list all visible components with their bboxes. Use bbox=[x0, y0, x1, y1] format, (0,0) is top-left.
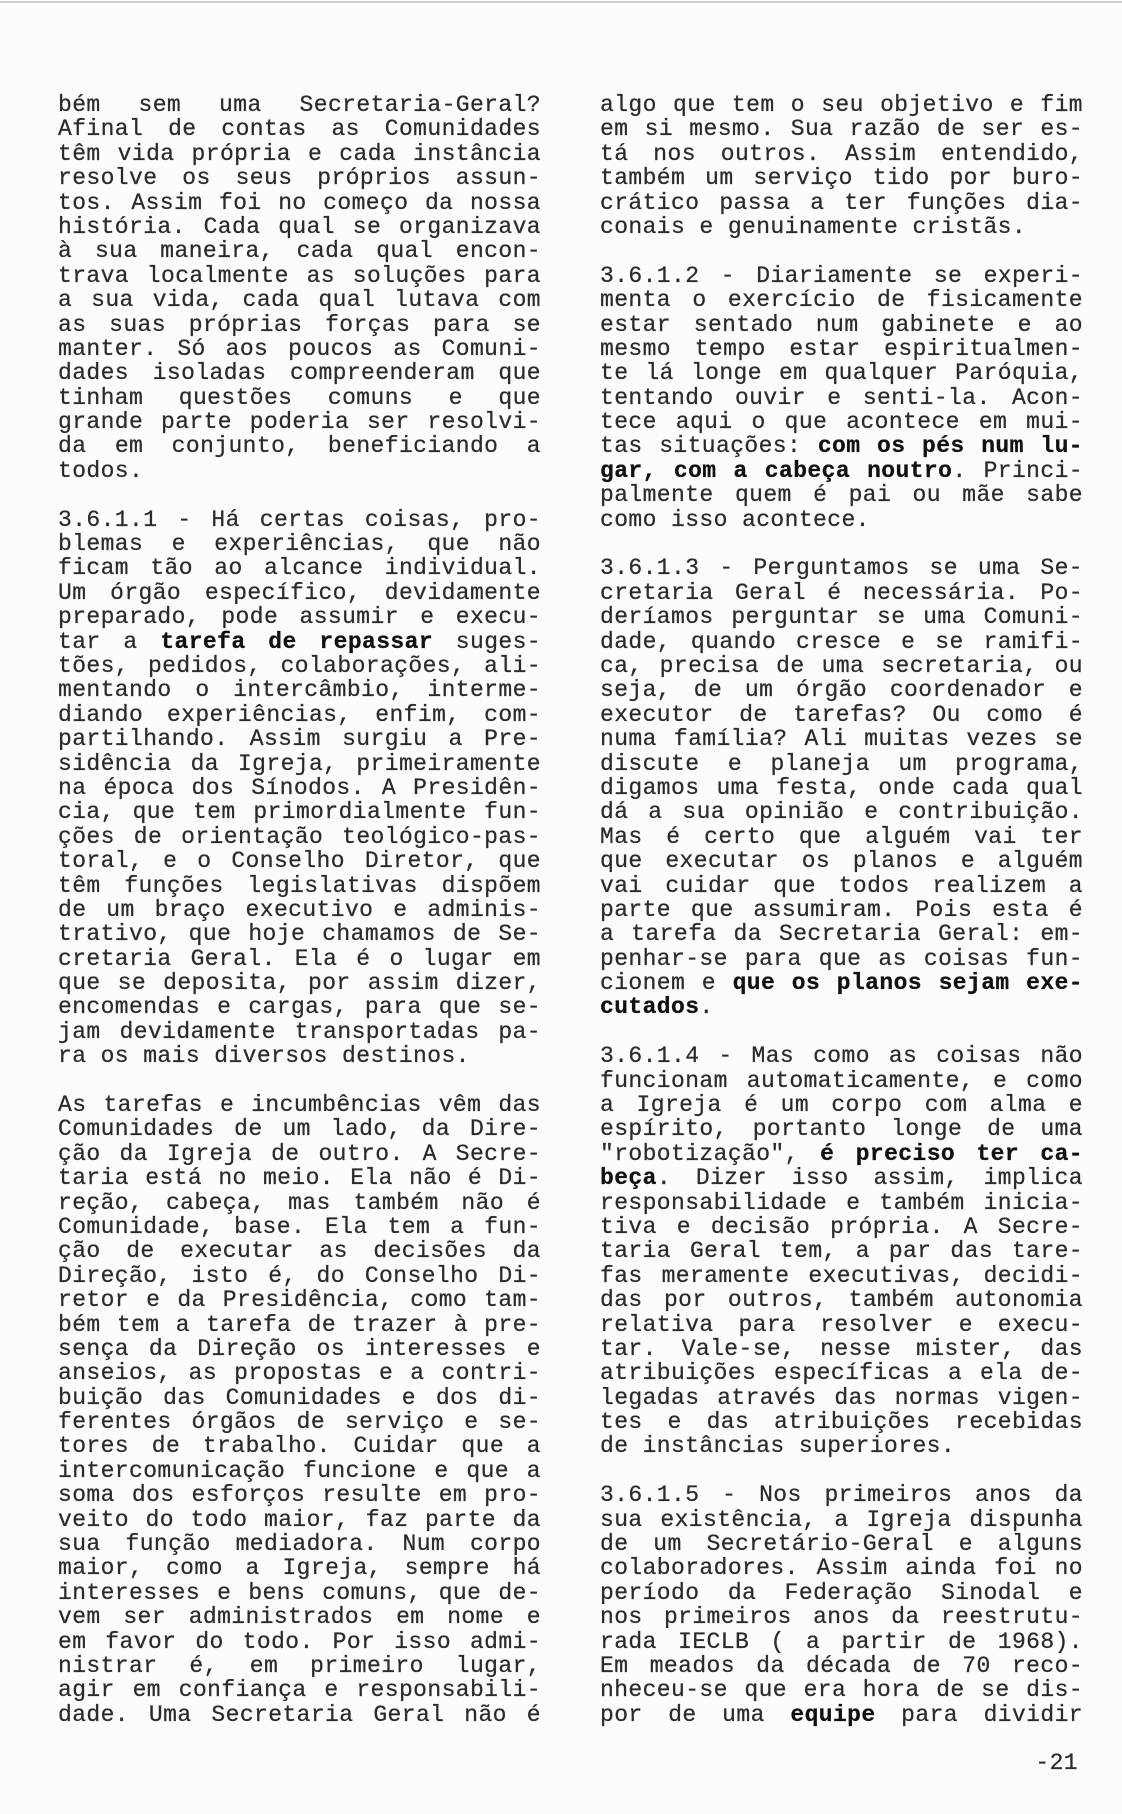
text-line: taria está no meio. Ela não é Di- bbox=[58, 1166, 541, 1191]
text-line bbox=[600, 434, 1083, 458]
text-line: te lá longe em qualquer Paróquia, bbox=[600, 361, 1083, 386]
text-line: rada IECLB ( a partir de 1968). bbox=[600, 1629, 1083, 1654]
text-line bbox=[600, 1142, 1083, 1166]
text-line: agir em confiança e responsabili- bbox=[58, 1678, 541, 1703]
text-line: discute e planeja um programa, bbox=[600, 751, 1083, 776]
text-line: blemas e experiências, que não bbox=[58, 532, 541, 557]
paragraph bbox=[58, 1093, 541, 1727]
paragraph bbox=[600, 93, 1083, 239]
text-line: Afinal de contas as Comunidades bbox=[58, 117, 541, 142]
text-line: legadas através das normas vigen- bbox=[600, 1385, 1083, 1411]
text-line: palmente quem é pai ou mãe sabe bbox=[600, 483, 1083, 508]
text-line: em favor do todo. Por isso admi- bbox=[58, 1629, 541, 1654]
text-line: cretaria Geral é necessária. Po- bbox=[600, 580, 1083, 606]
text-line: 3.6.1.3 - Perguntamos se uma Se- bbox=[600, 556, 1083, 581]
text-line: também um serviço tido por buro- bbox=[600, 166, 1083, 191]
text-line: vai cuidar que todos realizem a bbox=[600, 873, 1083, 898]
text-line: interesses e bens comuns, que de- bbox=[58, 1580, 541, 1606]
text-line: dades isoladas compreenderam que bbox=[58, 361, 541, 386]
paragraph bbox=[600, 556, 1083, 1019]
right-column bbox=[600, 93, 1083, 1752]
text-line: dade, quando cresce e se ramifi- bbox=[600, 629, 1083, 654]
text-line: trava localmente as soluções para bbox=[58, 263, 541, 289]
text-line: encomendas e cargas, para que se- bbox=[58, 995, 541, 1020]
text-line: digamos uma festa, onde cada qual bbox=[600, 775, 1083, 801]
text-line: que se deposita, por assim dizer, bbox=[58, 971, 541, 996]
left-column bbox=[58, 93, 541, 1752]
bold-text: com os pés num lu- bbox=[817, 434, 1083, 459]
text-line: todos. bbox=[58, 458, 144, 484]
bold-text: cutados bbox=[600, 995, 700, 1020]
page-number: -21 bbox=[1035, 1750, 1078, 1776]
paragraph bbox=[600, 1483, 1083, 1727]
text-segment: por de uma bbox=[600, 1702, 791, 1728]
text-line: 3.6.1.4 - Mas como as coisas não bbox=[600, 1044, 1083, 1069]
text-segment: "robotização", bbox=[600, 1141, 821, 1167]
text-line: sua função mediadora. Num corpo bbox=[58, 1532, 541, 1557]
text-line: trativo, que hoje chamamos de Se- bbox=[58, 922, 541, 947]
bold-text: beça bbox=[600, 1166, 657, 1191]
text-line: na época dos Sínodos. A Presidên- bbox=[58, 775, 541, 801]
text-line: tos. Assim foi no começo da nossa bbox=[58, 190, 541, 215]
text-line: como isso acontece. bbox=[600, 507, 870, 533]
text-line: da em conjunto, beneficiando a bbox=[58, 434, 541, 459]
text-line: dade. Uma Secretaria Geral não é bbox=[58, 1702, 541, 1728]
text-line: Comunidade, base. Ela tem a fun- bbox=[58, 1214, 541, 1240]
text-line: estar sentado num gabinete e ao bbox=[600, 312, 1083, 337]
text-line: as suas próprias forças para se bbox=[58, 312, 541, 337]
text-line: bém tem a tarefa de trazer à pre- bbox=[58, 1312, 541, 1337]
text-line: colaboradores. Assim ainda foi no bbox=[600, 1556, 1083, 1581]
text-line: Mas é certo que alguém vai ter bbox=[600, 824, 1083, 850]
text-line: sidência da Igreja, primeiramente bbox=[58, 751, 541, 776]
text-line: Um órgão específico, devidamente bbox=[58, 580, 541, 606]
bold-text: é preciso ter ca- bbox=[820, 1141, 1083, 1167]
text-line: parte que assumiram. Pois esta é bbox=[600, 897, 1083, 923]
text-line: atribuições específicas a ela de- bbox=[600, 1361, 1083, 1386]
text-line: As tarefas e incumbências vêm das bbox=[58, 1093, 541, 1118]
text-segment: para dividir bbox=[875, 1702, 1083, 1728]
text-line: de um Secretário-Geral e alguns bbox=[600, 1532, 1083, 1557]
text-line bbox=[600, 1166, 1083, 1190]
text-line: diando experiências, enfim, com- bbox=[58, 702, 541, 728]
text-line: 3.6.1.1 - Há certas coisas, pro- bbox=[58, 507, 541, 533]
text-line: das por outros, também autonomia bbox=[600, 1288, 1083, 1313]
text-line: algo que tem o seu objetivo e fim bbox=[600, 93, 1083, 118]
text-line bbox=[600, 971, 1083, 995]
text-line: vem ser administrados em nome e bbox=[58, 1605, 541, 1630]
text-line: nheceu-se que era hora de se dis- bbox=[600, 1678, 1083, 1703]
text-line: buição das Comunidades e dos di- bbox=[58, 1385, 541, 1411]
text-segment: tar a bbox=[58, 629, 161, 654]
text-line: que executar os planos e alguém bbox=[600, 849, 1083, 874]
text-line: mesmo tempo estar espiritualmen- bbox=[600, 336, 1083, 362]
paragraph bbox=[600, 264, 1083, 532]
text-line: tinham questões comuns e que bbox=[58, 385, 541, 411]
text-line: ções de orientação teológico-pas- bbox=[58, 824, 541, 850]
text-line: têm vida própria e cada instância bbox=[58, 141, 541, 167]
text-line: fas meramente executivas, decidi- bbox=[600, 1263, 1083, 1289]
text-line: maior, como a Igreja, sempre há bbox=[58, 1556, 541, 1581]
text-line: dá a sua opinião e contribuição. bbox=[600, 800, 1083, 825]
text-line: seja, de um órgão coordenador e bbox=[600, 678, 1083, 703]
text-line: nistrar é, em primeiro lugar, bbox=[58, 1654, 541, 1679]
text-line: ção da Igreja de outro. A Secre- bbox=[58, 1141, 541, 1167]
text-line: mentando o intercâmbio, interme- bbox=[58, 678, 541, 703]
text-line: a Igreja é um corpo com alma e bbox=[600, 1093, 1083, 1118]
text-line: funcionam automaticamente, e como bbox=[600, 1068, 1083, 1094]
text-line: nos primeiros anos da reestrutu- bbox=[600, 1605, 1083, 1630]
scan-top-edge bbox=[0, 1, 1122, 3]
text-line bbox=[58, 630, 541, 654]
text-line: cretaria Geral. Ela é o lugar em bbox=[58, 946, 541, 972]
text-line: partilhando. Assim surgiu a Pre- bbox=[58, 727, 541, 752]
text-line: bém sem uma Secretaria-Geral? bbox=[58, 93, 541, 118]
bold-text: equipe bbox=[790, 1702, 876, 1728]
text-line: resolve os seus próprios assun- bbox=[58, 166, 541, 191]
text-line: 3.6.1.5 - Nos primeiros anos da bbox=[600, 1483, 1083, 1508]
text-line: Direção, isto é, do Conselho Di- bbox=[58, 1263, 541, 1289]
text-line: tiva e decisão própria. A Secre- bbox=[600, 1214, 1083, 1240]
text-line: a tarefa da Secretaria Geral: em- bbox=[600, 922, 1083, 947]
text-line: tar. Vale-se, nesse mister, das bbox=[600, 1336, 1083, 1362]
text-line: tões, pedidos, colaborações, ali- bbox=[58, 653, 541, 679]
text-line: executor de tarefas? Ou como é bbox=[600, 702, 1083, 728]
text-line: veito do todo maior, faz parte da bbox=[58, 1507, 541, 1533]
text-line: ficam tão ao alcance individual. bbox=[58, 556, 541, 581]
text-line: intercomunicação funcione e que a bbox=[58, 1458, 541, 1484]
text-line: toral, e o Conselho Diretor, que bbox=[58, 849, 541, 874]
text-line: preparado, pode assumir e execu- bbox=[58, 605, 541, 630]
text-line: tentando ouvir e senti-la. Acon- bbox=[600, 385, 1083, 411]
text-line: sua existência, a Igreja dispunha bbox=[600, 1507, 1083, 1533]
text-line: ra os mais diversos destinos. bbox=[58, 1044, 470, 1069]
text-line: ção de executar as decisões da bbox=[58, 1239, 541, 1264]
text-line: tores de trabalho. Cuidar que a bbox=[58, 1434, 541, 1459]
bold-text: gar, com a cabeça noutro bbox=[600, 458, 953, 484]
bold-text: que os planos sejam exe- bbox=[732, 971, 1083, 996]
text-segment: . bbox=[699, 995, 714, 1020]
text-line bbox=[600, 995, 1083, 1019]
text-line: conais e genuinamente cristãs. bbox=[600, 214, 1027, 240]
text-line: história. Cada qual se organizava bbox=[58, 214, 541, 240]
text-line: têm funções legislativas dispõem bbox=[58, 873, 541, 898]
text-segment: suges- bbox=[433, 629, 541, 654]
text-line: tece aqui o que acontece em mui- bbox=[600, 410, 1083, 435]
text-line: jam devidamente transportadas pa- bbox=[58, 1019, 541, 1045]
text-line: reção, cabeça, mas também não é bbox=[58, 1190, 541, 1215]
bold-text: tarefa de repassar bbox=[160, 629, 434, 654]
text-line: 3.6.1.2 - Diariamente se experi- bbox=[600, 263, 1083, 289]
text-line: crático passa a ter funções dia- bbox=[600, 190, 1083, 215]
text-line: de instâncias superiores. bbox=[600, 1434, 956, 1459]
text-line: cia, que tem primordialmente fun- bbox=[58, 800, 541, 825]
text-segment: . Princi- bbox=[952, 458, 1083, 484]
paragraph bbox=[58, 93, 541, 483]
text-line: de um braço executivo e adminis- bbox=[58, 897, 541, 923]
text-line: ca, precisa de uma secretaria, ou bbox=[600, 653, 1083, 679]
text-line: Comunidades de um lado, da Dire- bbox=[58, 1117, 541, 1142]
text-line: anseios, as propostas e a contri- bbox=[58, 1361, 541, 1386]
text-line bbox=[600, 459, 1083, 483]
text-line: tá nos outros. Assim entendido, bbox=[600, 141, 1083, 167]
text-line: sença da Direção os interesses e bbox=[58, 1336, 541, 1362]
text-line: menta o exercício de fisicamente bbox=[600, 288, 1083, 313]
text-line: à sua maneira, cada qual encon- bbox=[58, 239, 541, 264]
text-line: penhar-se para que as coisas fun- bbox=[600, 946, 1083, 972]
text-line: retor e da Presidência, como tam- bbox=[58, 1288, 541, 1313]
text-line: deríamos perguntar se uma Comuni- bbox=[600, 605, 1083, 630]
text-line: período da Federação Sinodal e bbox=[600, 1580, 1083, 1606]
text-segment: . Dizer isso assim, implica bbox=[656, 1166, 1083, 1191]
text-segment: cionem e bbox=[600, 971, 733, 996]
text-line: tes e das atribuições recebidas bbox=[600, 1410, 1083, 1435]
text-line: soma dos esforços resulte em pro- bbox=[58, 1483, 541, 1508]
text-line: ferentes órgãos de serviço e se- bbox=[58, 1410, 541, 1435]
text-line: a sua vida, cada qual lutava com bbox=[58, 288, 541, 313]
text-line: numa família? Ali muitas vezes se bbox=[600, 727, 1083, 752]
text-line: manter. Só aos poucos as Comuni- bbox=[58, 336, 541, 362]
paragraph bbox=[600, 1044, 1083, 1459]
paragraph bbox=[58, 508, 541, 1069]
text-line: grande parte poderia ser resolvi- bbox=[58, 410, 541, 435]
text-line: espírito, portanto longe de uma bbox=[600, 1117, 1083, 1142]
text-line bbox=[600, 1703, 1083, 1727]
text-line: responsabilidade e também inicia- bbox=[600, 1190, 1083, 1215]
text-line: Em meados da década de 70 reco- bbox=[600, 1654, 1083, 1679]
text-segment: tas situações: bbox=[600, 434, 818, 459]
text-line: em si mesmo. Sua razão de ser es- bbox=[600, 117, 1083, 142]
text-line: relativa para resolver e execu- bbox=[600, 1312, 1083, 1337]
text-line: taria Geral tem, a par das tare- bbox=[600, 1239, 1083, 1264]
